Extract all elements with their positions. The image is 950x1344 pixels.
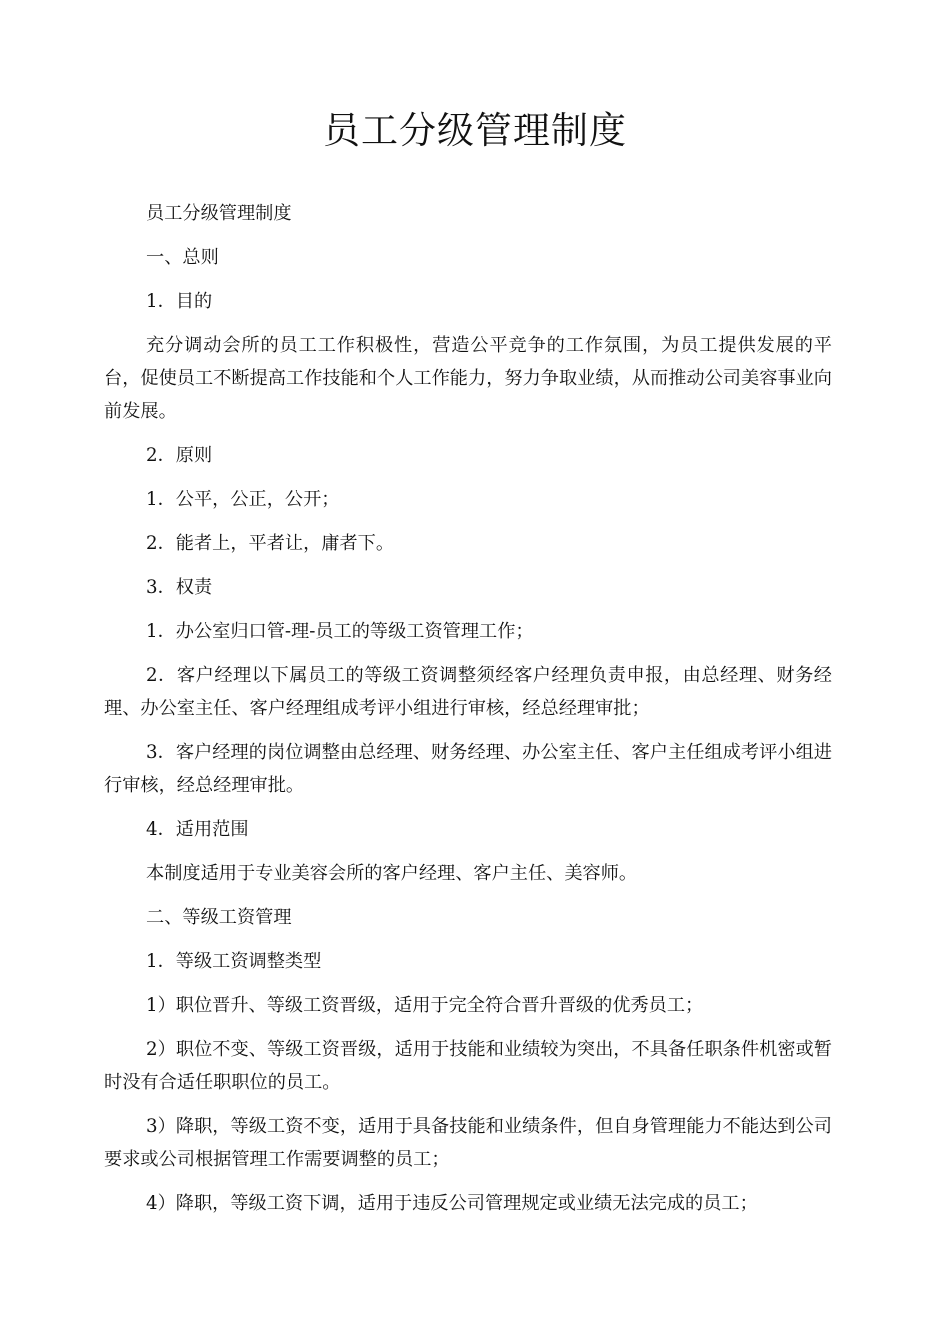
- subsection-heading: 1．等级工资调整类型: [146, 951, 322, 972]
- document-title: 员工分级管理制度: [323, 109, 627, 152]
- list-item: 4）降职，等级工资下调，适用于违反公司管理规定或业绩无法完成的员工；: [146, 1193, 758, 1214]
- subsection-heading: 1．目的: [146, 291, 213, 312]
- paragraph: 充分调动会所的员工工作积极性，营造公平竞争的工作氛围，为员工提供发展的平台，促使员工不断提高工作技能和个人工作能力，努力争取业绩，从而推动公司美容事业向前发展。: [104, 335, 832, 422]
- document-body: [104, 197, 832, 1231]
- section-heading: 二、等级工资管理: [146, 907, 292, 928]
- subsection-heading: 4．适用范围: [146, 819, 249, 840]
- list-item: 3．客户经理的岗位调整由总经理、财务经理、办公室主任、客户主任组成考评小组进行审核，经总经理审批。: [104, 742, 832, 796]
- list-item: 2．能者上，平者让，庸者下。: [146, 533, 395, 554]
- list-item: 1．公平，公正，公开；: [146, 489, 340, 510]
- list-item: 3）降职，等级工资不变，适用于具备技能和业绩条件，但自身管理能力不能达到公司要求或公司根据管理工作需要调整的员工；: [104, 1116, 832, 1170]
- list-item: 1．办公室归口管-理-员工的等级工资管理工作；: [146, 621, 534, 642]
- paragraph: 本制度适用于专业美容会所的客户经理、客户主任、美容师。: [146, 863, 638, 884]
- subsection-heading: 2．原则: [146, 445, 213, 466]
- section-heading: 一、总则: [146, 247, 219, 268]
- list-item: 2．客户经理以下属员工的等级工资调整须经客户经理负责申报，由总经理、财务经理、办公室主任、客户经理组成考评小组进行审核，经总经理审批；: [104, 665, 832, 719]
- subsection-heading: 3．权责: [146, 577, 213, 598]
- paragraph: 员工分级管理制度: [146, 203, 292, 224]
- list-item: 1）职位晋升、等级工资晋级，适用于完全符合晋升晋级的优秀员工；: [146, 995, 704, 1016]
- list-item: 2）职位不变、等级工资晋级，适用于技能和业绩较为突出，不具备任职条件机密或暂时没有合适任职职位的员工。: [104, 1039, 832, 1093]
